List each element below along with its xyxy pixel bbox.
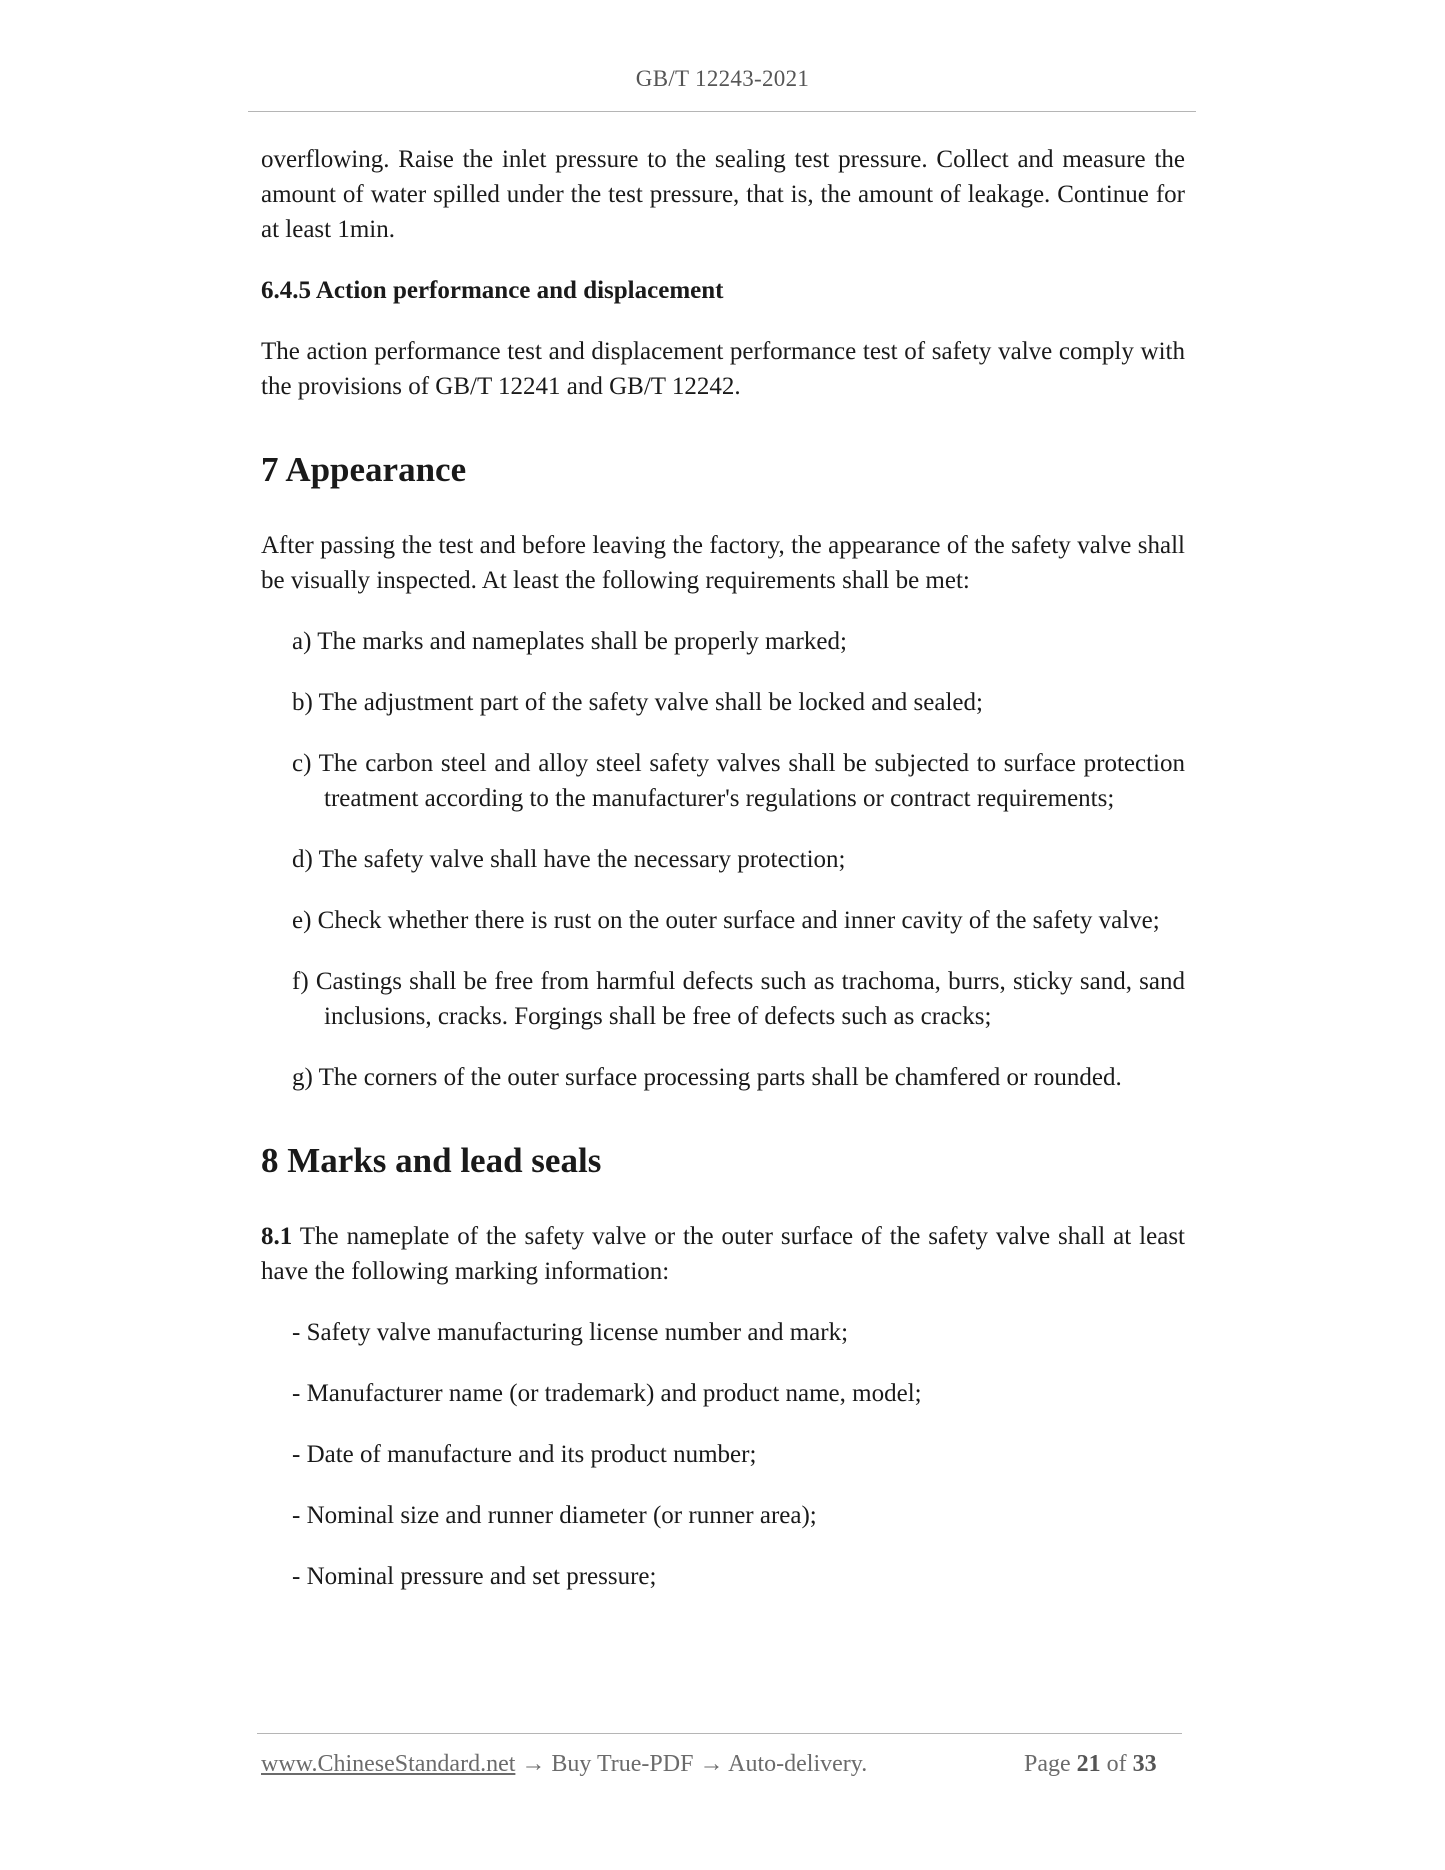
arrow-icon: → [699, 1751, 724, 1777]
page-number [1024, 1751, 1157, 1778]
marking-item-size: - Nominal size and runner diameter (or runner area); [292, 1502, 817, 1529]
clause-8-1 [261, 1219, 1185, 1289]
footer-delivery-text: Auto-delivery. [728, 1751, 868, 1777]
subsection-6-4-5-text: The action performance test and displacement performance test of safety valve comply with the provisions of GB/T 12241 and GB/T 12242. [261, 338, 1185, 400]
marking-item-date: - Date of manufacture and its product number; [292, 1441, 757, 1468]
appearance-item-c: c) The carbon steel and alloy steel safety valves shall be subjected to surface protection treatment according to the manufacturer's regulations or contract requirements; [292, 750, 1185, 812]
intro-paragraph: overflowing. Raise the inlet pressure to the sealing test pressure. Collect and measure the amount of water spilled under the test pressure, that is, the amount of leakage. Continue for at least 1min. [261, 146, 1185, 243]
footer-divider [257, 1733, 1182, 1734]
marking-item-pressure: - Nominal pressure and set pressure; [292, 1563, 657, 1590]
appearance-item-b: b) The adjustment part of the safety valve shall be locked and sealed; [292, 689, 983, 716]
footer-promo [261, 1751, 867, 1778]
of-label: of [1106, 1751, 1127, 1777]
footer-site-link[interactable]: www.ChineseStandard.net [261, 1751, 516, 1777]
appearance-item-d: d) The safety valve shall have the necessary protection; [292, 846, 846, 873]
appearance-item-a: a) The marks and nameplates shall be properly marked; [292, 628, 847, 655]
arrow-icon: → [521, 1751, 546, 1777]
document-header-title: GB/T 12243-2021 [635, 66, 810, 91]
clause-8-1-number: 8.1 [261, 1223, 293, 1250]
section-7-intro: After passing the test and before leaving the factory, the appearance of the safety valve shall be visually inspected. At least the following requirements shall be met: [261, 532, 1185, 594]
section-7-heading: 7 Appearance [261, 450, 467, 489]
section-8-heading: 8 Marks and lead seals [261, 1141, 602, 1180]
page-current: 21 [1076, 1751, 1101, 1777]
subsection-6-4-5-heading: 6.4.5 Action performance and displacement [261, 277, 724, 304]
page-total: 33 [1132, 1751, 1157, 1777]
header-divider [248, 111, 1196, 112]
appearance-item-e: e) Check whether there is rust on the outer surface and inner cavity of the safety valve; [292, 907, 1160, 934]
marking-item-license: - Safety valve manufacturing license number and mark; [292, 1319, 849, 1346]
appearance-item-g: g) The corners of the outer surface processing parts shall be chamfered or rounded. [292, 1064, 1122, 1091]
marking-item-manufacturer: - Manufacturer name (or trademark) and product name, model; [292, 1380, 922, 1407]
clause-8-1-text: The nameplate of the safety valve or the outer surface of the safety valve shall at least have the following marking information: [261, 1223, 1185, 1285]
appearance-item-f: f) Castings shall be free from harmful defects such as trachoma, burrs, sticky sand, sand inclusions, cracks. Forgings shall be free of defects such as cracks; [292, 968, 1185, 1030]
page-content [261, 142, 1185, 1594]
footer-buy-text: Buy True-PDF [551, 1751, 694, 1777]
page-label: Page [1024, 1751, 1071, 1777]
